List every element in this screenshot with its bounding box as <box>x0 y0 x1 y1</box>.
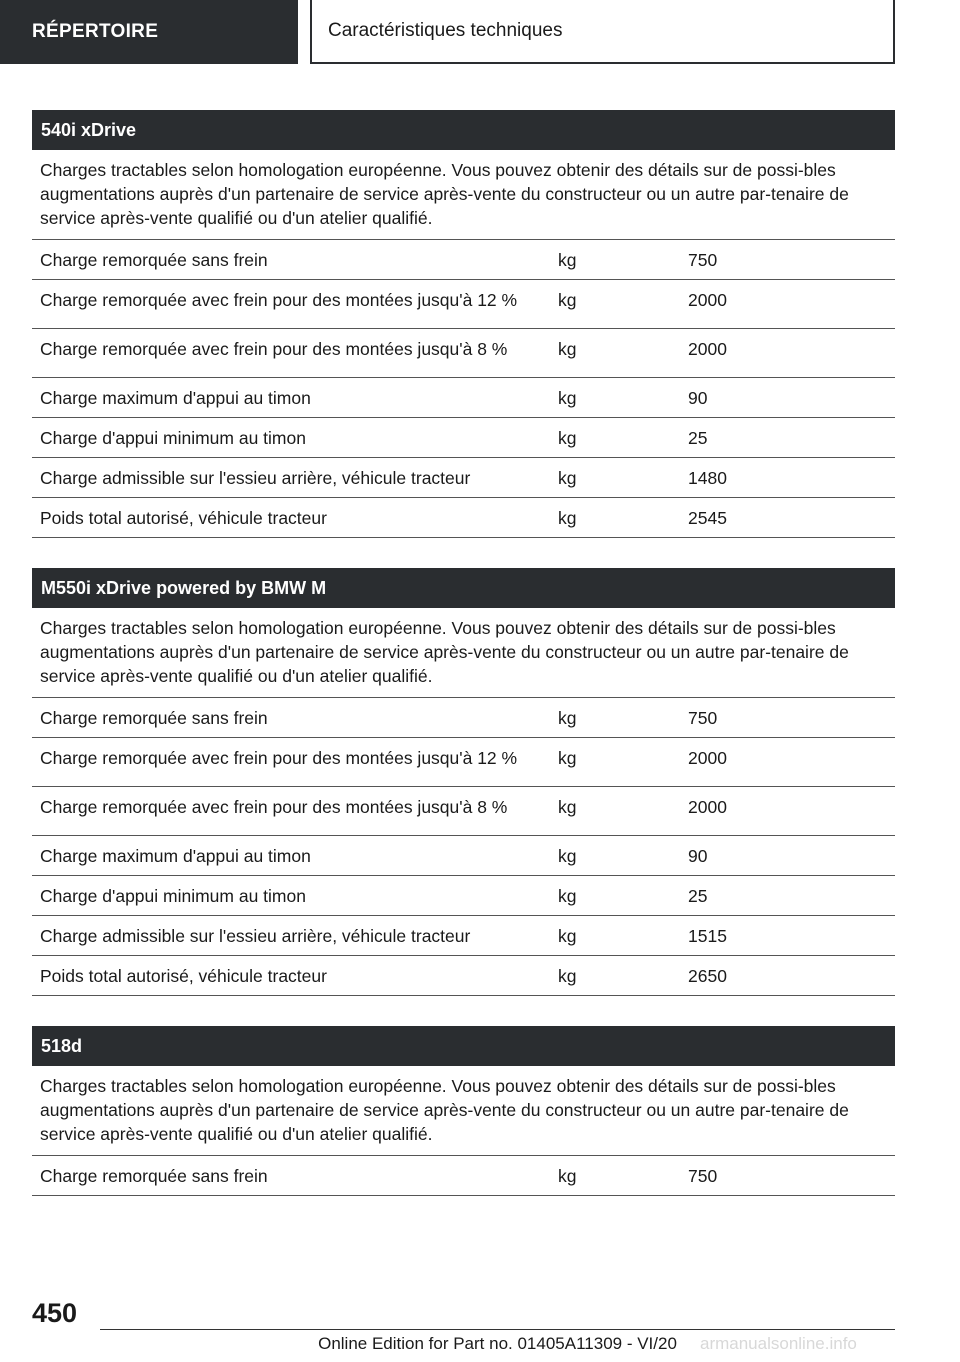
row-label: Poids total autorisé, véhicule tracteur <box>40 508 327 528</box>
spec-block-540i <box>32 110 895 538</box>
table-row <box>32 738 895 787</box>
watermark: armanualsonline.info <box>700 1334 857 1353</box>
row-unit: kg <box>558 846 577 866</box>
block-title: 518d <box>32 1026 895 1066</box>
row-value: 2000 <box>688 748 727 768</box>
table-row <box>32 698 895 738</box>
row-label: Charge d'appui minimum au timon <box>40 886 306 906</box>
table-row <box>32 240 895 280</box>
repertoire-tab[interactable] <box>0 0 298 64</box>
row-unit: kg <box>558 468 577 488</box>
section-header <box>310 0 895 64</box>
row-label: Charge remorquée sans frein <box>40 708 268 728</box>
row-unit: kg <box>558 1166 577 1186</box>
row-label: Charge maximum d'appui au timon <box>40 846 311 866</box>
row-value: 90 <box>688 388 708 408</box>
row-value: 750 <box>688 708 718 728</box>
table-row <box>32 458 895 498</box>
row-unit: kg <box>558 926 577 946</box>
table-row <box>32 498 895 538</box>
row-value: 2000 <box>688 290 727 310</box>
spec-content <box>32 110 895 1226</box>
row-unit: kg <box>558 290 577 310</box>
block-description: Charges tractables selon homologation européenne. Vous pouvez obtenir des détails sur de possi-bles augmentations auprès d'un partenaire de service après-vente du constructeur ou un autre par-tenaire de service après-vente qualifié ou d'un atelier qualifié. <box>32 150 895 240</box>
row-label: Charge remorquée avec frein pour des montées jusqu'à 8 % <box>40 339 508 359</box>
table-row <box>32 280 895 329</box>
table-row <box>32 876 895 916</box>
table-row <box>32 836 895 876</box>
block-title: M550i xDrive powered by BMW M <box>32 568 895 608</box>
row-label: Charge maximum d'appui au timon <box>40 388 311 408</box>
page-number: 450 <box>32 1298 78 1328</box>
row-label: Charge remorquée sans frein <box>40 1166 268 1186</box>
row-value: 25 <box>688 886 708 906</box>
row-unit: kg <box>558 339 577 359</box>
spec-block-518d <box>32 1026 895 1196</box>
table-row <box>32 956 895 996</box>
table-row <box>32 1156 895 1196</box>
table-row <box>32 916 895 956</box>
row-unit: kg <box>558 886 577 906</box>
row-value: 2545 <box>688 508 727 528</box>
row-value: 90 <box>688 846 708 866</box>
row-unit: kg <box>558 388 577 408</box>
row-value: 2000 <box>688 797 727 817</box>
row-label: Charge remorquée avec frein pour des montées jusqu'à 8 % <box>40 797 508 817</box>
footer-divider <box>100 1329 895 1330</box>
row-value: 750 <box>688 1166 718 1186</box>
block-description: Charges tractables selon homologation européenne. Vous pouvez obtenir des détails sur de possi-bles augmentations auprès d'un partenaire de service après-vente du constructeur ou un autre par-tenaire de service après-vente qualifié ou d'un atelier qualifié. <box>32 1066 895 1156</box>
row-value: 1515 <box>688 926 727 946</box>
row-value: 2650 <box>688 966 727 986</box>
row-value: 1480 <box>688 468 727 488</box>
row-label: Charge admissible sur l'essieu arrière, véhicule tracteur <box>40 468 471 488</box>
row-label: Charge remorquée avec frein pour des montées jusqu'à 12 % <box>40 748 518 768</box>
table-row <box>32 418 895 458</box>
row-label: Charge d'appui minimum au timon <box>40 428 306 448</box>
row-label: Poids total autorisé, véhicule tracteur <box>40 966 327 986</box>
section-title: Caractéristiques techniques <box>328 20 563 41</box>
table-row <box>32 378 895 418</box>
spec-block-m550i <box>32 568 895 996</box>
row-value: 750 <box>688 250 718 270</box>
row-unit: kg <box>558 250 577 270</box>
row-unit: kg <box>558 508 577 528</box>
row-unit: kg <box>558 428 577 448</box>
table-row <box>32 329 895 378</box>
footer-edition-text: Online Edition for Part no. 01405A11309 - VI/20 <box>318 1334 677 1353</box>
block-title: 540i xDrive <box>32 110 895 150</box>
row-label: Charge remorquée sans frein <box>40 250 268 270</box>
block-description: Charges tractables selon homologation européenne. Vous pouvez obtenir des détails sur de possi-bles augmentations auprès d'un partenaire de service après-vente du constructeur ou un autre par-tenaire de service après-vente qualifié ou d'un atelier qualifié. <box>32 608 895 698</box>
row-unit: kg <box>558 708 577 728</box>
row-unit: kg <box>558 748 577 768</box>
row-label: Charge remorquée avec frein pour des montées jusqu'à 12 % <box>40 290 518 310</box>
table-row <box>32 787 895 836</box>
row-unit: kg <box>558 797 577 817</box>
row-value: 25 <box>688 428 708 448</box>
row-label: Charge admissible sur l'essieu arrière, véhicule tracteur <box>40 926 471 946</box>
row-value: 2000 <box>688 339 727 359</box>
row-unit: kg <box>558 966 577 986</box>
repertoire-tab-label: RÉPERTOIRE <box>32 21 159 42</box>
